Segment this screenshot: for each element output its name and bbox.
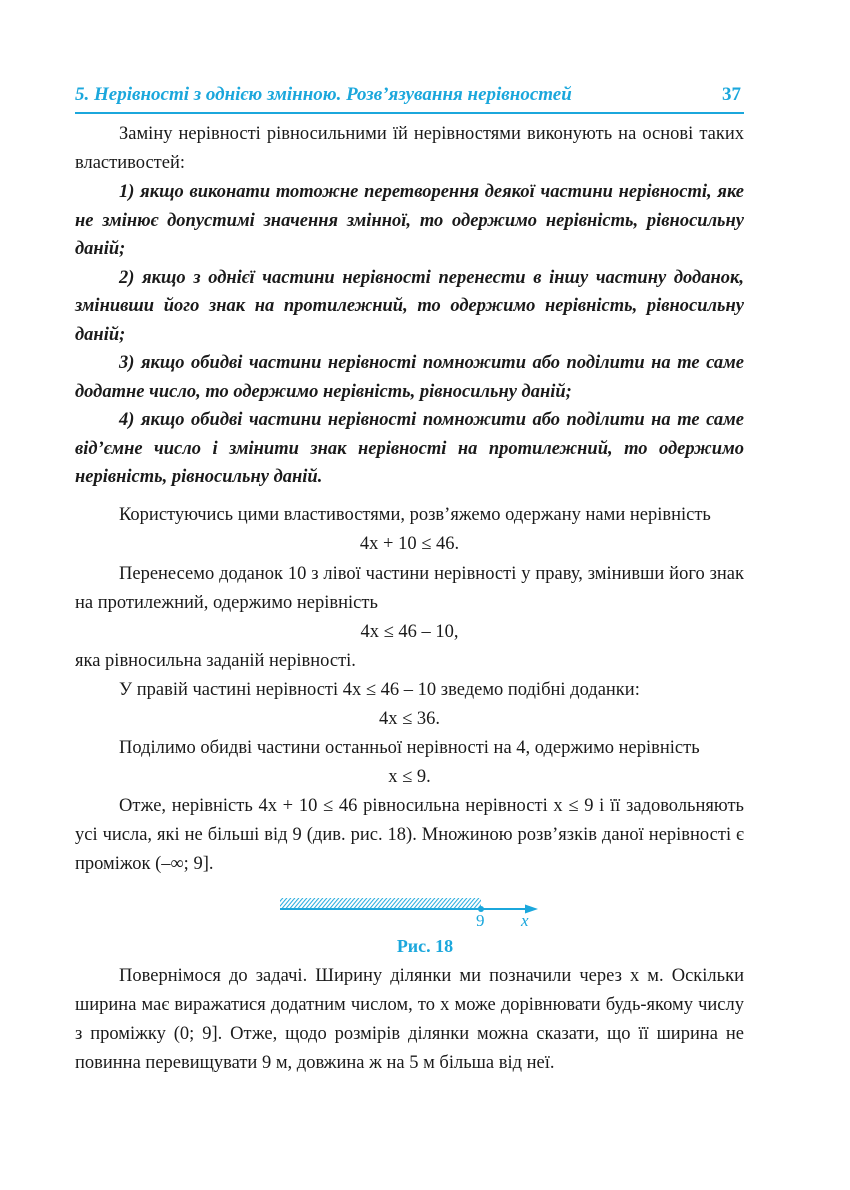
paragraph-equivalent: яка рівносильна заданій нерівності. xyxy=(75,650,356,671)
page-header xyxy=(75,82,744,114)
main-text xyxy=(75,120,744,879)
number-line-figure xyxy=(270,893,560,935)
formula-3: 4x ≤ 36. xyxy=(378,708,441,729)
figure-caption: Рис. 18 xyxy=(396,936,454,956)
page-number: 37 xyxy=(722,84,741,105)
paragraph-right-side: У правій частині нерівності 4x ≤ 46 – 10 зведемо подібні доданки: xyxy=(119,679,640,700)
paragraph-conclusion: Отже, нерівність 4x + 10 ≤ 46 рівносильна нерівності x ≤ 9 і її задовольняють усі числа, які не більші від 9 (див. рис. 18). Множиною розв’язків даної нерівності є проміжок (–∞; 9]. xyxy=(75,795,744,874)
paragraph-final: Повернімося до задачі. Ширину ділянки ми позначили через x м. Оскільки ширина має виражатися додатним числом, то x може дорівнювати будь-якому числу з проміжку (0; 9]. Отже, щодо розмірів ділянки можна сказати, що її ширина не повинна перевищувати 9 м, довжина ж на 5 м більша від неї. xyxy=(75,966,744,1073)
formula-1: 4x + 10 ≤ 46. xyxy=(359,533,460,554)
formula-4: x ≤ 9. xyxy=(388,766,431,787)
intro-paragraph: Заміну нерівності рівносильними їй нерівностями виконують на основі таких властивостей: xyxy=(75,124,744,173)
point-label-9: 9 xyxy=(476,911,485,930)
number-line-svg xyxy=(270,893,560,935)
property-1: 1) якщо виконати тотожне перетворення деякої частини нерівності, яке не змінює допустимі значення змінної, то одержимо нерівність, рівносильну даній; xyxy=(75,182,744,259)
paragraph-use-properties: Користуючись цими властивостями, розв’яжемо одержану нами нерівність xyxy=(119,504,711,525)
solution-hatch xyxy=(280,898,481,908)
final-text xyxy=(75,962,744,1078)
chapter-title: 5. Нерівності з однією змінною. Розв’язування нерівностей xyxy=(75,84,572,105)
paragraph-divide: Поділимо обидві частини останньої нерівності на 4, одержимо нерівність xyxy=(119,737,700,758)
property-2: 2) якщо з однієї частини нерівності перенести в іншу частину доданок, змінивши його знак на протилежний, то одержимо нерівність, рівносильну даній; xyxy=(75,267,744,345)
formula-2: 4x ≤ 46 – 10, xyxy=(360,621,459,642)
property-3: 3) якщо обидві частини нерівності помножити або поділити на те саме додатне число, то одержимо нерівність, рівносильну даній; xyxy=(75,353,744,402)
paragraph-move-term: Перенесемо доданок 10 з лівої частини нерівності у праву, змінивши його знак на протилежний, одержимо нерівність xyxy=(75,563,744,613)
property-4: 4) якщо обидві частини нерівності помножити або поділити на те саме від’ємне число і змінити знак нерівності на протилежний, то одержимо нерівність, рівносильну даній. xyxy=(75,410,744,487)
axis-label-x: x xyxy=(521,911,529,930)
